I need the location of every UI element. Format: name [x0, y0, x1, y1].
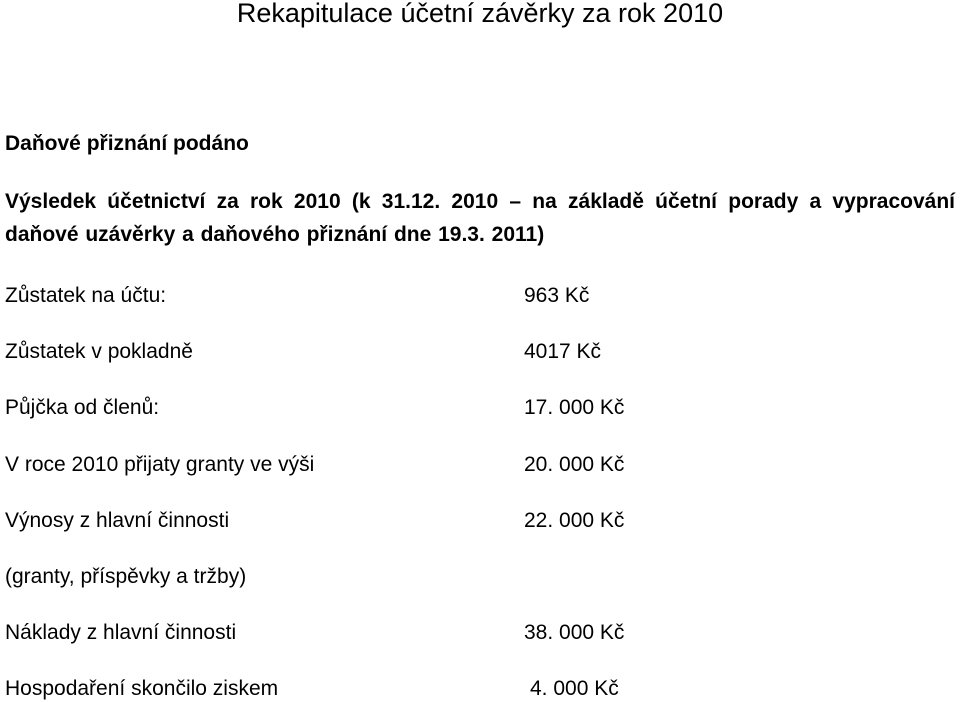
tax-return-heading: Daňové přiznání podáno [5, 132, 249, 155]
revenue-note-label: (granty, příspěvky a tržby) [5, 565, 247, 588]
cash-balance-value: 4017 Kč [524, 340, 602, 363]
main-costs-value: 38. 000 Kč [524, 621, 625, 644]
page-title: Rekapitulace účetní závěrky za rok 2010 [236, 0, 724, 28]
profit-value: 4. 000 Kč [530, 677, 619, 700]
member-loan-value: 17. 000 Kč [524, 396, 625, 419]
main-revenue-label: Výnosy z hlavní činnosti [5, 509, 230, 532]
cash-balance-label: Zůstatek v pokladně [5, 340, 193, 363]
account-balance-value: 963 Kč [524, 284, 590, 307]
main-costs-label: Náklady z hlavní činnosti [5, 621, 237, 644]
account-balance-label: Zůstatek na účtu: [5, 284, 167, 307]
profit-label: Hospodaření skončilo ziskem [5, 677, 279, 700]
main-revenue-value: 22. 000 Kč [524, 509, 625, 532]
member-loan-label: Půjčka od členů: [5, 396, 160, 419]
accounting-result-paragraph: Výsledek účetnictví za rok 2010 (k 31.12. 2010 – na základě účetní porady a vypracování daňové uzávěrky a daňového přiznání dne 19.3. 2011) [5, 190, 955, 246]
grants-label: V roce 2010 přijaty granty ve výši [5, 453, 315, 476]
grants-value: 20. 000 Kč [524, 453, 625, 476]
